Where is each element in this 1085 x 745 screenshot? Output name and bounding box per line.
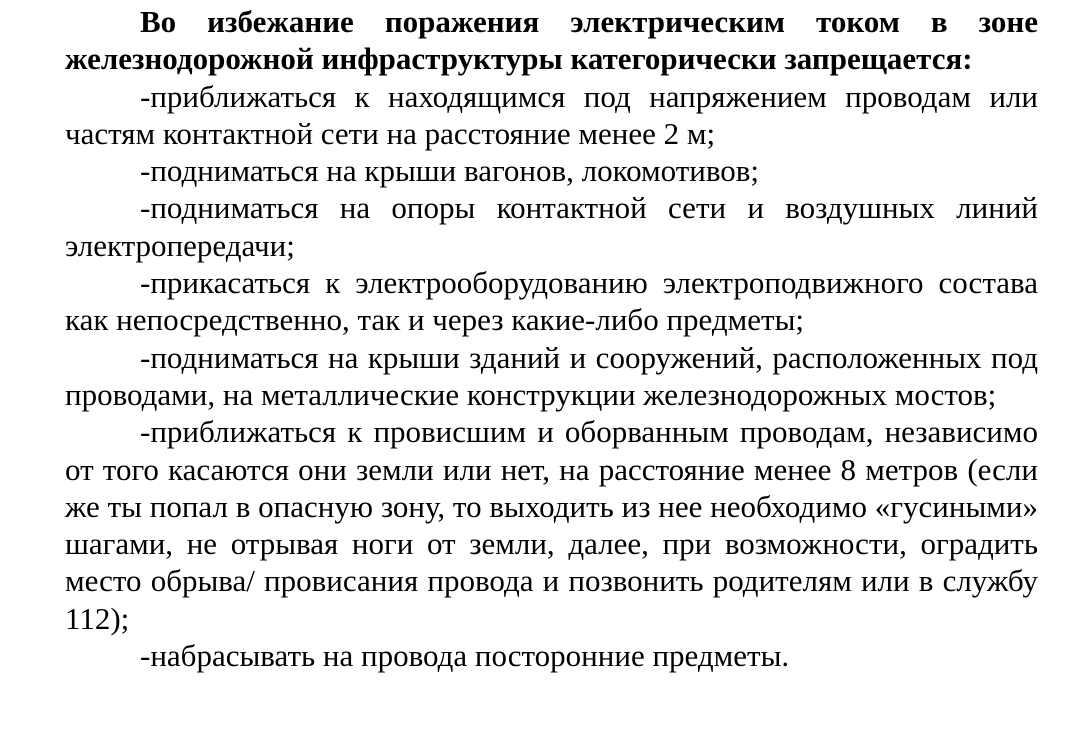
list-item: -подниматься на крыши вагонов, локомотивов; <box>140 153 760 189</box>
document-heading: Во избежание поражения электрическим током в зоне железнодорожной инфраструктуры категорически запрещается: <box>65 4 1038 77</box>
list-item: -прикасаться к электрооборудованию электроподвижного состава как непосредственно, так и через какие-либо предметы; <box>65 265 1038 338</box>
list-item: -набрасывать на провода посторонние предметы. <box>140 638 790 674</box>
list-item: -приближаться к провисшим и оборванным проводам, независимо от того касаются они земли или нет, на расстояние менее 8 метров (если же ты попал в опасную зону, то выходить из нее необходимо «гусиными» шагами, не отрывая ноги от земли, далее, при возможности, оградить место обрыва/ провисания провода и позвонить родителям или в службу 112); <box>65 414 1038 636</box>
list-item: -подниматься на опоры контактной сети и воздушных линий электропередачи; <box>65 190 1038 263</box>
list-item: -приближаться к находящимся под напряжением проводам или частям контактной сети на расстояние менее 2 м; <box>65 78 1038 151</box>
list-item: -подниматься на крыши зданий и сооружений, расположенных под проводами, на металлические конструкции железнодорожных мостов; <box>65 339 1038 412</box>
